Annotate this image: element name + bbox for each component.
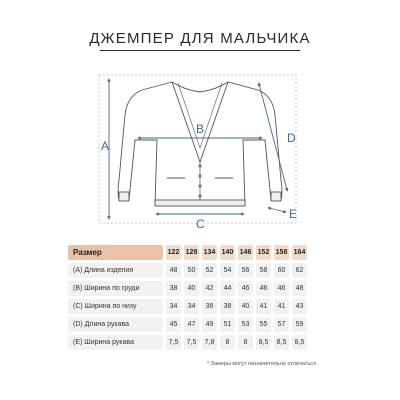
- row-label: (B) Ширина по груди: [68, 281, 163, 296]
- table-cell: 48: [292, 281, 307, 296]
- size-header-cell: 140: [220, 245, 235, 260]
- size-chart-card: [47, 0, 353, 400]
- table-cell: 34: [184, 299, 199, 314]
- cardigan-diagram: [47, 60, 353, 235]
- size-header-cell: 128: [184, 245, 199, 260]
- table-cell: 60: [274, 263, 289, 278]
- table-cell: 34: [166, 299, 181, 314]
- table-cell: 45: [166, 317, 181, 332]
- table-cell: 40: [184, 281, 199, 296]
- table-row: [68, 335, 307, 350]
- measure-a-label: A: [101, 139, 110, 153]
- size-header-cell: 146: [238, 245, 253, 260]
- title-underline: [100, 50, 300, 51]
- measure-e-line: [269, 208, 285, 212]
- table-cell: 8,5: [274, 335, 289, 350]
- table-row: [68, 263, 307, 278]
- table-cell: 52: [202, 263, 217, 278]
- size-header-cell: 122: [166, 245, 181, 260]
- table-row: [68, 299, 307, 314]
- table-row: [68, 317, 307, 332]
- table-cell: 48: [166, 263, 181, 278]
- table-cell: 41: [256, 299, 271, 314]
- table-cell: 7,8: [202, 335, 217, 350]
- size-table-header-row: [68, 245, 307, 260]
- table-cell: 57: [274, 317, 289, 332]
- row-label: (E) Ширина рукава: [68, 335, 163, 350]
- table-cell: 7,5: [166, 335, 181, 350]
- table-cell: 38: [220, 299, 235, 314]
- table-cell: 55: [256, 317, 271, 332]
- size-table: [65, 242, 310, 353]
- table-cell: 41: [274, 299, 289, 314]
- table-cell: 38: [166, 281, 181, 296]
- table-cell: 8,5: [292, 335, 307, 350]
- table-cell: 42: [202, 281, 217, 296]
- page-title: ДЖЕМПЕР ДЛЯ МАЛЬЧИКА: [89, 30, 311, 47]
- table-cell: 51: [220, 317, 235, 332]
- row-label: (A) Длина изделия: [68, 263, 163, 278]
- table-cell: 36: [202, 299, 217, 314]
- table-cell: 53: [238, 317, 253, 332]
- table-cell: 47: [184, 317, 199, 332]
- table-row: [68, 281, 307, 296]
- table-cell: 56: [238, 263, 253, 278]
- measurement-note: * Замеры могут незначительно отличаться: [207, 361, 317, 367]
- table-cell: 46: [256, 281, 271, 296]
- table-cell: 8,5: [256, 335, 271, 350]
- table-cell: 59: [292, 317, 307, 332]
- row-label: (C) Ширина по низу: [68, 299, 163, 314]
- table-cell: 62: [292, 263, 307, 278]
- table-cell: 46: [274, 281, 289, 296]
- table-cell: 54: [220, 263, 235, 278]
- table-cell: 50: [184, 263, 199, 278]
- size-table-header-label: Размер: [68, 245, 163, 260]
- measure-b-label: B: [196, 122, 205, 136]
- measure-d-label: D: [287, 131, 296, 145]
- table-cell: 7,5: [184, 335, 199, 350]
- table-cell: 58: [256, 263, 271, 278]
- size-header-cell: 158: [274, 245, 289, 260]
- table-cell: 49: [202, 317, 217, 332]
- row-label: (D) Длина рукава: [68, 317, 163, 332]
- table-cell: 44: [220, 281, 235, 296]
- measure-c-label: C: [196, 217, 205, 231]
- table-cell: 46: [238, 281, 253, 296]
- table-cell: 8: [220, 335, 235, 350]
- table-cell: 43: [292, 299, 307, 314]
- size-header-cell: 134: [202, 245, 217, 260]
- table-cell: 8: [238, 335, 253, 350]
- measure-e-label: E: [289, 207, 298, 221]
- size-header-cell: 164: [292, 245, 307, 260]
- size-header-cell: 152: [256, 245, 271, 260]
- table-cell: 40: [238, 299, 253, 314]
